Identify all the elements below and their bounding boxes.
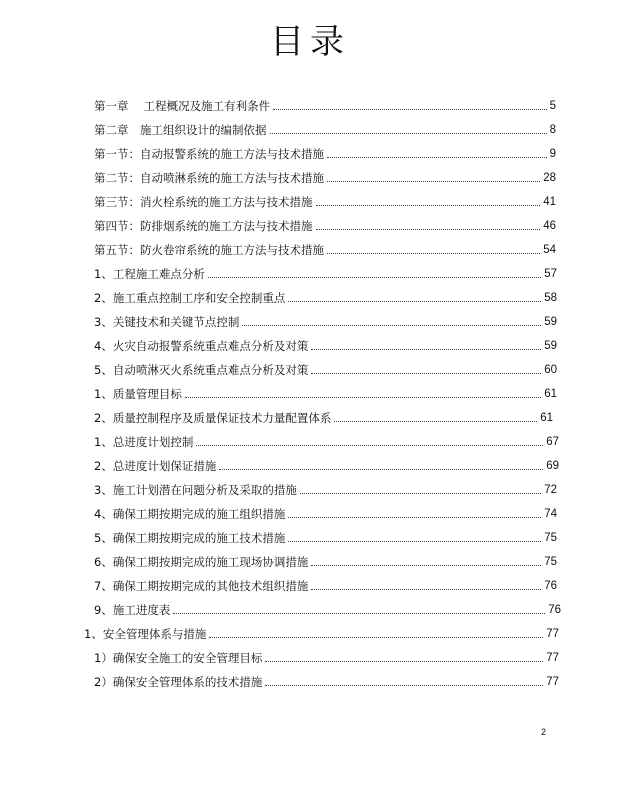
toc-leader-dots [270, 133, 547, 134]
toc-entry-label: 9、施工进度表 [94, 603, 171, 617]
toc-entry-label: 第三节：消火栓系统的施工方法与技术措施 [94, 195, 313, 209]
toc-entry[interactable] [94, 97, 556, 113]
toc-entry-label: 第二章 施工组织设计的编制依据 [94, 123, 267, 137]
toc-entry-page: 60 [544, 364, 557, 376]
toc-entry-label: 4、火灾自动报警系统重点难点分析及对策 [94, 339, 309, 353]
toc-entry-page: 74 [544, 508, 557, 520]
toc-entry-label: 5、确保工期按期完成的施工技术措施 [94, 531, 286, 545]
toc-leader-dots [185, 397, 541, 398]
toc-entry-page: 69 [546, 460, 559, 472]
toc-leader-dots [288, 541, 541, 542]
toc-leader-dots [273, 109, 546, 110]
toc-leader-dots [173, 613, 545, 614]
toc-entry-page: 77 [546, 628, 559, 640]
toc-leader-dots [219, 469, 543, 470]
toc-entry-label: 2、质量控制程序及质量保证技术力量配置体系 [94, 411, 332, 425]
toc-entry-label: 第一章 工程概况及施工有利条件 [94, 99, 271, 113]
toc-entry-page: 59 [544, 316, 557, 328]
toc-entry[interactable] [94, 145, 556, 161]
toc-entry[interactable] [94, 433, 559, 449]
toc-leader-dots [316, 229, 541, 230]
toc-entry-label: 2、总进度计划保证措施 [94, 459, 217, 473]
toc-entry[interactable] [84, 625, 559, 641]
toc-entry-label: 1、安全管理体系与措施 [84, 627, 207, 641]
toc-entry-page: 77 [546, 676, 559, 688]
toc-entry-label: 2、施工重点控制工序和安全控制重点 [94, 291, 286, 305]
toc-leader-dots [327, 181, 540, 182]
toc-entry[interactable] [94, 529, 557, 545]
toc-entry[interactable] [94, 193, 556, 209]
toc-entry-page: 61 [540, 412, 553, 424]
toc-leader-dots [196, 445, 543, 446]
toc-entry-page: 72 [544, 484, 557, 496]
toc-leader-dots [209, 637, 543, 638]
toc-leader-dots [265, 685, 543, 686]
toc-leader-dots [265, 661, 543, 662]
toc-entry[interactable] [94, 385, 557, 401]
toc-leader-dots [288, 301, 541, 302]
toc-entry-page: 5 [549, 100, 556, 112]
toc-entry-page: 28 [543, 172, 556, 184]
toc-entry[interactable] [94, 553, 557, 569]
toc-leader-dots [327, 253, 540, 254]
toc-entry-page: 58 [544, 292, 557, 304]
toc-entry[interactable] [94, 265, 557, 281]
toc-entry-label: 7、确保工期按期完成的其他技术组织措施 [94, 579, 309, 593]
toc-entry-label: 1）确保安全施工的安全管理目标 [94, 651, 263, 665]
toc-entry-page: 57 [544, 268, 557, 280]
toc-entry[interactable] [94, 673, 559, 689]
toc-entry-label: 1、质量管理目标 [94, 387, 182, 401]
page-title: 目录 [270, 22, 350, 62]
toc-entry[interactable] [94, 169, 556, 185]
toc-entry-label: 5、自动喷淋灭火系统重点难点分析及对策 [94, 363, 309, 377]
toc-entry-label: 第二节：自动喷淋系统的施工方法与技术措施 [94, 171, 324, 185]
toc-leader-dots [311, 349, 541, 350]
toc-leader-dots [242, 325, 541, 326]
toc-entry-label: 1、工程施工难点分析 [94, 267, 205, 281]
toc-entry-page: 67 [546, 436, 559, 448]
toc-entry-label: 4、确保工期按期完成的施工组织措施 [94, 507, 286, 521]
toc-entry-label: 第一节：自动报警系统的施工方法与技术措施 [94, 147, 324, 161]
toc-entry[interactable] [94, 577, 557, 593]
toc-entry-page: 54 [543, 244, 556, 256]
toc-leader-dots [327, 157, 547, 158]
toc-entry-page: 41 [543, 196, 556, 208]
toc-entry[interactable] [94, 481, 557, 497]
toc-entry-label: 第四节：防排烟系统的施工方法与技术措施 [94, 219, 313, 233]
toc-entry[interactable] [94, 457, 559, 473]
toc-leader-dots [311, 373, 541, 374]
toc-leader-dots [311, 565, 541, 566]
toc-entry-page: 8 [549, 124, 556, 136]
toc-leader-dots [288, 517, 541, 518]
toc-entry-label: 3、关键技术和关键节点控制 [94, 315, 240, 329]
toc-entry-label: 6、确保工期按期完成的施工现场协调措施 [94, 555, 309, 569]
toc-entry[interactable] [94, 313, 557, 329]
toc-entry-label: 1、总进度计划控制 [94, 435, 194, 449]
toc-entry-label: 3、施工计划潜在问题分析及采取的措施 [94, 483, 297, 497]
toc-entry-page: 76 [548, 604, 561, 616]
toc-entry[interactable] [94, 361, 557, 377]
toc-entry[interactable] [94, 217, 556, 233]
toc-leader-dots [334, 421, 537, 422]
toc-entry-page: 9 [549, 148, 556, 160]
toc-entry[interactable] [94, 409, 553, 425]
toc-leader-dots [311, 589, 541, 590]
toc-entry[interactable] [94, 649, 559, 665]
toc-leader-dots [316, 205, 541, 206]
toc-entry[interactable] [94, 601, 561, 617]
toc-entry[interactable] [94, 337, 557, 353]
toc-entry-page: 46 [543, 220, 556, 232]
toc-entry-page: 59 [544, 340, 557, 352]
toc-entry-label: 第五节：防火卷帘系统的施工方法与技术措施 [94, 243, 324, 257]
toc-entry-page: 75 [544, 556, 557, 568]
toc-entry-page: 61 [544, 388, 557, 400]
page-number: 2 [541, 727, 547, 737]
toc-entry[interactable] [94, 289, 557, 305]
toc-entry[interactable] [94, 121, 556, 137]
toc-entry-page: 75 [544, 532, 557, 544]
toc-entry-label: 2）确保安全管理体系的技术措施 [94, 675, 263, 689]
toc-leader-dots [300, 493, 541, 494]
toc-entry-page: 76 [544, 580, 557, 592]
toc-entry[interactable] [94, 505, 557, 521]
toc-leader-dots [208, 277, 541, 278]
toc-entry[interactable] [94, 241, 556, 257]
toc-entry-page: 77 [546, 652, 559, 664]
